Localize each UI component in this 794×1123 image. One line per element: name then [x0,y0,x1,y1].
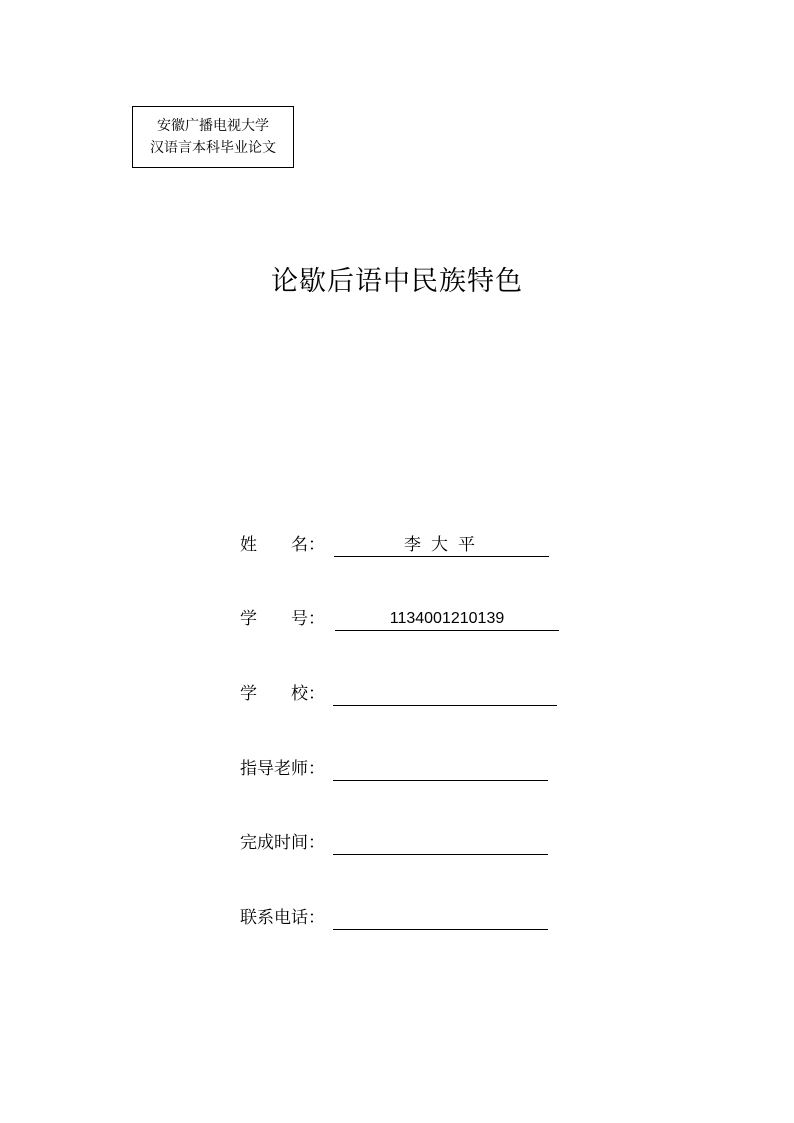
school-label: 学 校： [240,684,325,704]
completion-time-line [333,832,548,855]
school-line [333,683,557,706]
thesis-type: 汉语言本科毕业论文 [150,140,276,156]
name-value: 李大平 [404,535,485,555]
advisor-label: 指导老师： [240,759,325,779]
student-id-line [335,608,559,631]
advisor-field [240,757,560,781]
university-header-box [132,106,294,168]
advisor-line [333,758,548,781]
thesis-title: 论歇后语中民族特色 [271,266,523,297]
name-line [334,534,549,557]
completion-time-label: 完成时间： [240,833,325,853]
school-field [240,682,570,706]
university-name: 安徽广播电视大学 [157,118,269,134]
phone-label: 联系电话： [240,908,325,928]
name-field [240,533,560,557]
completion-time-field [240,831,560,855]
student-id-value: 1134001210139 [389,610,505,627]
student-id-label: 学 号： [240,609,325,629]
name-label: 姓 名： [240,535,325,555]
phone-field [240,906,560,930]
student-id-field [240,607,570,631]
phone-line [333,907,548,930]
